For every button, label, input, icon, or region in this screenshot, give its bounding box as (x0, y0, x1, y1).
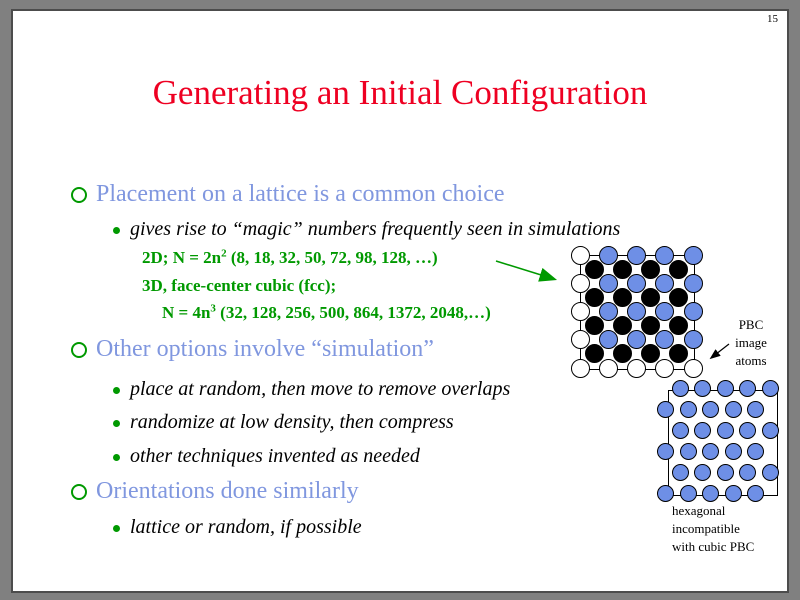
atom-circle (571, 302, 590, 321)
atom-circle (725, 485, 742, 502)
bullet-text: other techniques invented as needed (130, 445, 420, 467)
atom-circle (680, 443, 697, 460)
atom-circle (571, 359, 590, 378)
atom-circle (680, 485, 697, 502)
atom-circle (627, 274, 646, 293)
formula-3d (142, 276, 336, 296)
superscript: 3 (210, 302, 216, 315)
atom-circle (657, 485, 674, 502)
bullet-text: lattice or random, if possible (130, 516, 362, 538)
atom-circle (694, 464, 711, 481)
bullet-text: place at random, then move to remove overlaps (130, 378, 511, 400)
atom-circle (702, 401, 719, 418)
atom-circle (655, 274, 674, 293)
atom-circle (739, 422, 756, 439)
formula-text: 2D; N = 2n (142, 248, 222, 267)
dot-bullet-icon (113, 387, 120, 394)
atom-circle (655, 246, 674, 265)
formula-4n3 (162, 303, 491, 323)
dot-bullet-icon (113, 227, 120, 234)
formula-text: 3D, face-center cubic (fcc); (142, 276, 337, 295)
bullet-text: randomize at low density, then compress (130, 411, 454, 433)
bullet-item-other-options (71, 336, 434, 363)
atom-circle (684, 330, 703, 349)
atom-circle (725, 401, 742, 418)
atom-circle (627, 246, 646, 265)
bullet-text: Orientations done similarly (96, 478, 359, 504)
atom-circle (669, 260, 688, 279)
atom-circle (702, 443, 719, 460)
bullet-item-randomize (112, 411, 454, 434)
formula-2d (142, 248, 438, 268)
formula-text: N = 4n (162, 303, 211, 322)
atom-circle (657, 401, 674, 418)
atom-circle (672, 464, 689, 481)
atom-circle (702, 485, 719, 502)
bullet-text: gives rise to “magic” numbers frequently seen in simulations (130, 218, 621, 240)
atom-circle (599, 246, 618, 265)
bullet-text: Other options involve “simulation” (96, 336, 434, 362)
label-line: incompatible (672, 521, 740, 536)
atom-circle (571, 246, 590, 265)
hollow-circle-bullet-icon (71, 342, 87, 358)
atom-circle (739, 380, 756, 397)
atom-circle (747, 443, 764, 460)
bullet-item-place-random (112, 378, 510, 401)
atom-circle (599, 302, 618, 321)
atom-circle (717, 422, 734, 439)
atom-circle (694, 380, 711, 397)
atom-circle (725, 443, 742, 460)
atom-circle (571, 330, 590, 349)
hexagonal-incompatible-label (672, 502, 792, 556)
dot-bullet-icon (113, 420, 120, 427)
atom-circle (747, 485, 764, 502)
atom-circle (571, 274, 590, 293)
atom-circle (599, 330, 618, 349)
atom-circle (684, 246, 703, 265)
atom-circle (627, 302, 646, 321)
atom-circle (747, 401, 764, 418)
atom-circle (739, 464, 756, 481)
slide-title: Generating an Initial Configuration (152, 73, 648, 112)
dot-bullet-icon (113, 525, 120, 532)
atom-circle (627, 359, 646, 378)
bullet-item-lattice-choice (71, 181, 505, 208)
atom-circle (762, 464, 779, 481)
atom-circle (762, 380, 779, 397)
atom-circle (717, 464, 734, 481)
hollow-circle-bullet-icon (71, 187, 87, 203)
atom-circle (599, 274, 618, 293)
pbc-image-atoms-label (722, 316, 780, 370)
dot-bullet-icon (113, 454, 120, 461)
atom-circle (655, 359, 674, 378)
label-line: hexagonal (672, 503, 726, 518)
bullet-item-magic-numbers (112, 218, 620, 241)
bullet-item-other-techniques (112, 445, 420, 468)
page-number: 15 (767, 13, 778, 25)
label-line: with cubic PBC (672, 539, 755, 554)
atom-circle (684, 359, 703, 378)
atom-circle (585, 344, 604, 363)
atom-circle (585, 260, 604, 279)
bullet-text: Placement on a lattice is a common choice (96, 181, 505, 207)
atom-circle (684, 274, 703, 293)
superscript: 2 (221, 247, 227, 260)
label-line: image (735, 335, 767, 350)
atom-circle (717, 380, 734, 397)
atom-circle (680, 401, 697, 418)
atom-circle (762, 422, 779, 439)
bullet-item-lattice-or-random (112, 516, 362, 539)
label-line: PBC (738, 317, 764, 332)
atom-circle (672, 422, 689, 439)
formula-text: (8, 18, 32, 50, 72, 98, 128, …) (226, 248, 438, 267)
formula-text: (32, 128, 256, 500, 864, 1372, 2048,…) (215, 303, 491, 322)
atom-circle (657, 443, 674, 460)
hollow-circle-bullet-icon (71, 484, 87, 500)
atom-circle (694, 422, 711, 439)
label-line: atoms (735, 353, 767, 368)
atom-circle (599, 359, 618, 378)
bullet-item-orientations (71, 478, 359, 505)
atom-circle (684, 302, 703, 321)
atom-circle (672, 380, 689, 397)
